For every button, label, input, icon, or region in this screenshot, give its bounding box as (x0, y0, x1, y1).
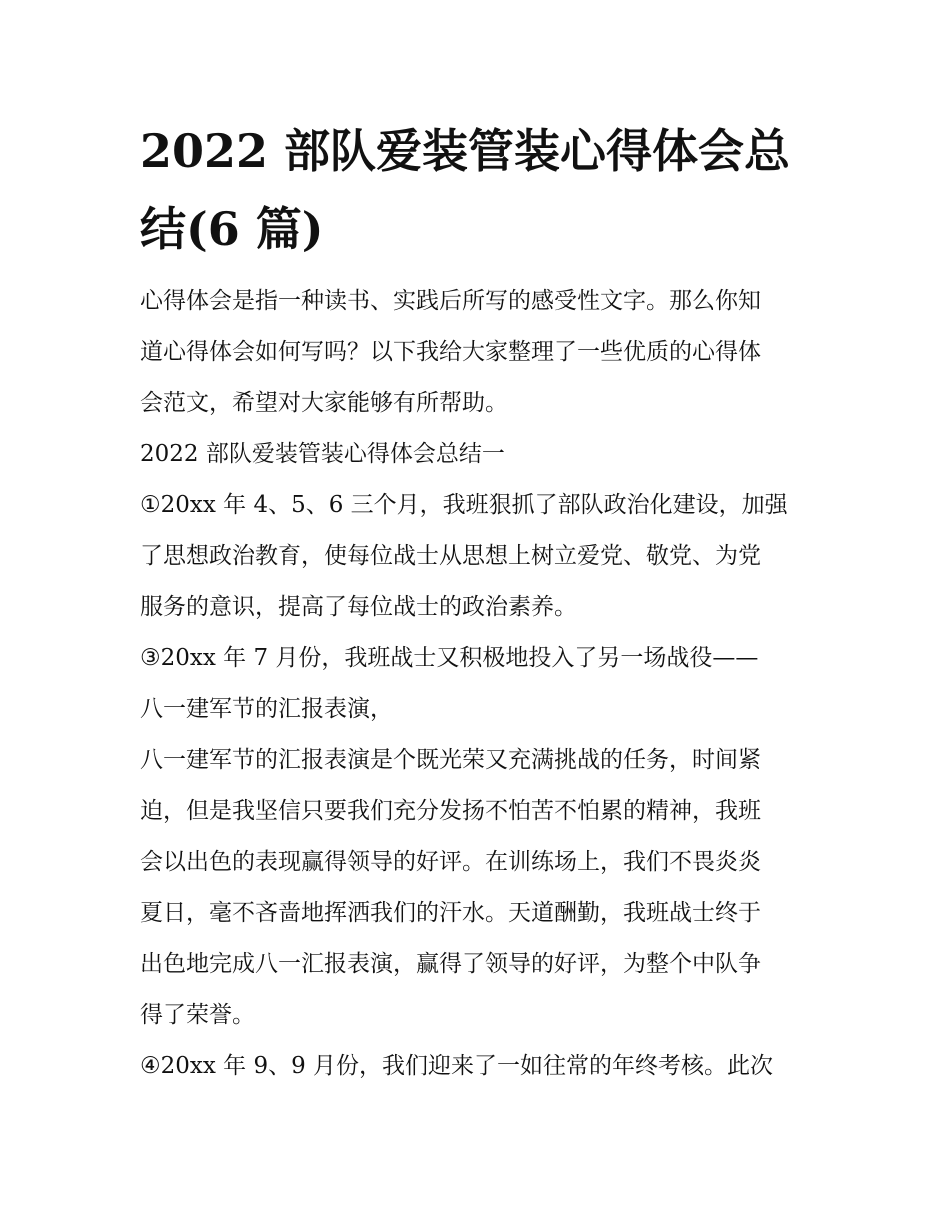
paragraph-line: 迫，但是我坚信只要我们充分发扬不怕苦不怕累的精神，我班 (140, 798, 761, 824)
paragraph-line: ①20xx 年 4、5、6 三个月，我班狠抓了部队政治化建设，加强 (140, 492, 788, 518)
title-line: 2022 部队爱装管装心得体会总 (140, 124, 791, 178)
paragraph-line: 会以出色的表现赢得领导的好评。在训练场上，我们不畏炎炎 (140, 849, 761, 875)
intro-paragraph-line: 道心得体会如何写吗？以下我给大家整理了一些优质的心得体 (140, 339, 761, 365)
paragraph-line: 夏日，毫不吝啬地挥洒我们的汗水。天道酬勤，我班战士终于 (140, 900, 761, 926)
paragraph-line: 出色地完成八一汇报表演，赢得了领导的好评，为整个中队争 (140, 951, 761, 977)
paragraph-line: 八一建军节的汇报表演， (140, 696, 393, 722)
document-title (140, 112, 820, 268)
intro-paragraph-line: 心得体会是指一种读书、实践后所写的感受性文字。那么你知 (140, 288, 761, 314)
paragraph-line: 服务的意识，提高了每位战士的政治素养。 (140, 594, 577, 620)
paragraph-line: 了思想政治教育，使每位战士从思想上树立爱党、敬党、为党 (140, 543, 761, 569)
paragraph-line: 八一建军节的汇报表演是个既光荣又充满挑战的任务，时间紧 (140, 747, 761, 773)
paragraph-line: ③20xx 年 7 月份，我班战士又积极地投入了另一场战役—— (140, 645, 759, 671)
document-body (140, 276, 830, 1092)
title-line: 结(6 篇) (140, 202, 324, 256)
section-heading: 2022 部队爱装管装心得体会总结一 (140, 441, 505, 467)
paragraph-line: 得了荣誉。 (140, 1002, 255, 1028)
intro-paragraph-line: 会范文，希望对大家能够有所帮助。 (140, 390, 508, 416)
paragraph-line: ④20xx 年 9、9 月份，我们迎来了一如往常的年终考核。此次 (140, 1053, 774, 1079)
